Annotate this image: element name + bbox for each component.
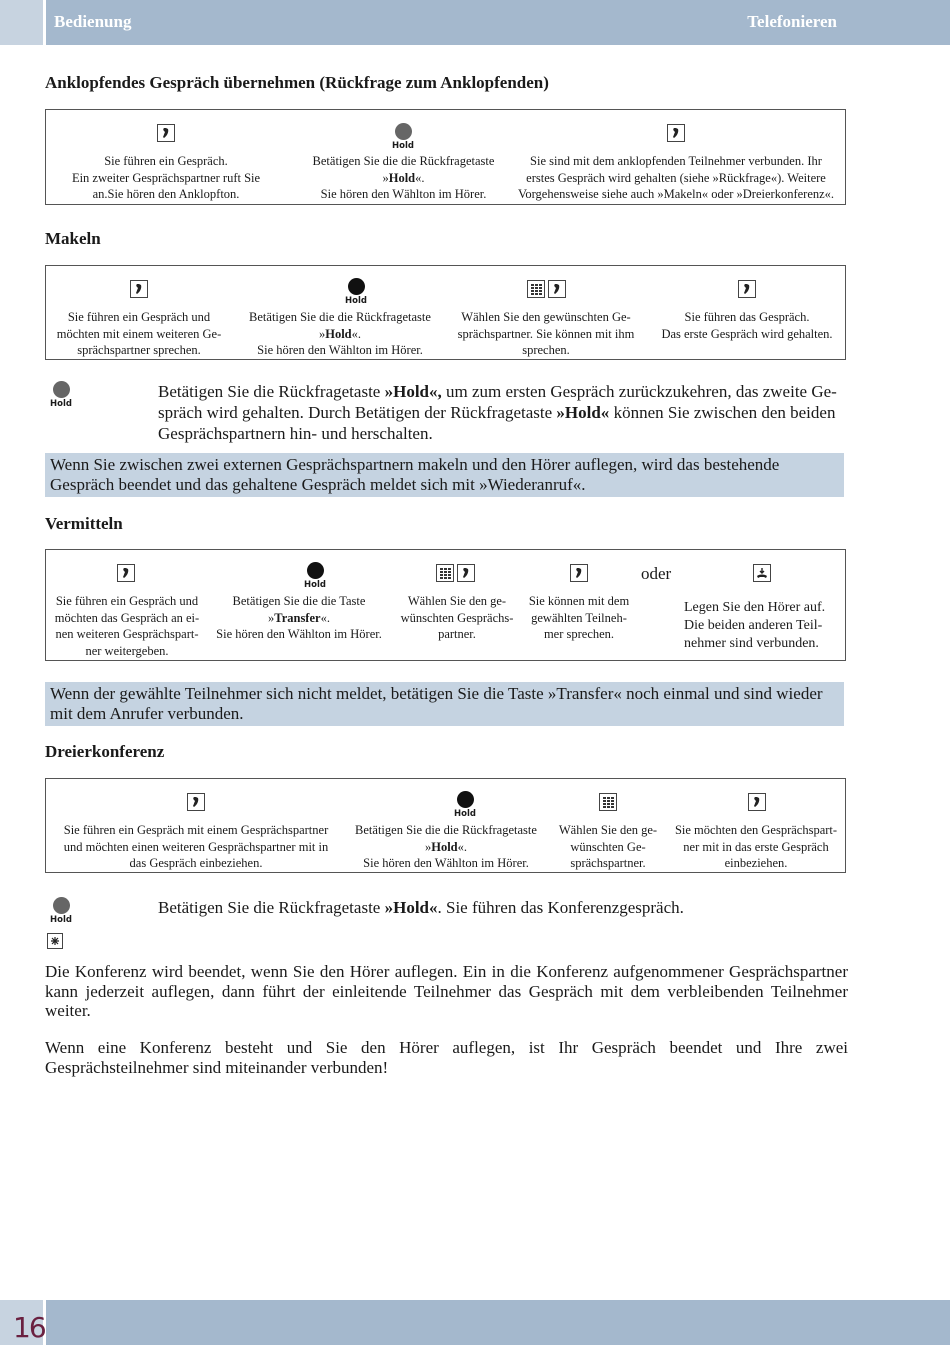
vermitteln-note: Wenn der gewählte Teilnehmer sich nicht meldet, betätigen Sie die Taste »Transfer« noch einmal und sind wieder mit dem Anrufer verbunden.	[45, 682, 844, 726]
step-text: Wählen Sie den gewünschten Ge- sprächspartner. Sie können mit ihm sprechen.	[457, 310, 635, 357]
makeln-paragraph: Betätigen Sie die Rückfragetaste »Hold«, um zum ersten Gespräch zurückzukehren, das zweite Ge- spräch wird gehalten. Durch Betätigen der Rückfragetaste »Hold« können Sie zwischen den beiden Gesprächspartnern hin- und herschalten.	[158, 382, 837, 443]
header-topic: Telefonieren	[747, 12, 837, 31]
konferenz-hold-text: Betätigen Sie die Rückfragetaste »Hold«. Sie führen das Konferenzgespräch.	[158, 898, 684, 917]
hold-icon: Hold	[48, 381, 74, 409]
handset-icon	[570, 564, 588, 582]
handset-icon	[187, 793, 205, 811]
section-title-anklopfen: Anklopfendes Gespräch übernehmen (Rückfrage zum Anklopfenden)	[45, 73, 549, 92]
steps-box-vermitteln	[45, 549, 846, 661]
step-text: Betätigen Sie die die Rückfragetaste »Hold«. Sie hören den Wählton im Hörer.	[312, 154, 495, 201]
keypad-icon	[599, 793, 617, 811]
handset-icon	[157, 124, 175, 142]
step-text: Sie führen ein Gespräch und möchten das Gespräch an ei- nen weiteren Gesprächspart- ner weitergeben.	[54, 594, 200, 658]
star-key-icon	[47, 933, 63, 949]
step-text: Betätigen Sie die die Rückfragetaste »Hold«. Sie hören den Wählton im Hörer.	[355, 823, 537, 870]
step-text: Sie können mit dem gewählten Teilneh- mer sprechen.	[528, 594, 630, 641]
keypad-handset-icon	[527, 280, 566, 298]
handset-icon	[117, 564, 135, 582]
step-text: Sie führen ein Gespräch mit einem Gesprächspartner und möchten einen weiteren Gesprächspartner mit in das Gespräch einbeziehen.	[63, 823, 329, 870]
section-title-makeln: Makeln	[45, 229, 101, 248]
hold-icon: Hold	[302, 562, 328, 590]
handset-icon	[130, 280, 148, 298]
step-text: Legen Sie den Hörer auf. Die beiden anderen Teil- nehmer sind verbunden.	[684, 600, 826, 651]
handset-icon	[548, 280, 566, 298]
step-text: Betätigen Sie die die Taste »Transfer«. Sie hören den Wählton im Hörer.	[216, 594, 382, 641]
handset-icon	[667, 124, 685, 142]
keypad-icon	[436, 564, 454, 582]
section-title-vermitteln: Vermitteln	[45, 514, 123, 533]
step-text: Sie möchten den Gesprächspart- ner mit in das erste Gespräch einbeziehen.	[674, 823, 838, 870]
handset-icon	[748, 793, 766, 811]
hold-icon: Hold	[452, 791, 478, 819]
page-number: 16	[13, 1311, 45, 1344]
header-chapter: Bedienung	[54, 12, 132, 31]
step-text: Sie sind mit dem anklopfenden Teilnehmer verbunden. Ihr erstes Gespräch wird gehalten (siehe »Rückfrage«). Weitere Vorgehensweise siehe auch »Makeln« oder »Dreierkonferenz«.	[517, 154, 835, 201]
header-corner-block	[0, 0, 43, 45]
oder-label: oder	[641, 564, 672, 583]
hold-icon: Hold	[48, 897, 74, 925]
konferenz-paragraph-2: Wenn eine Konferenz besteht und Sie den Hörer auflegen, ist Ihr Gespräch beendet und Ihre zwei Gesprächsteilnehmer sind miteinander verbunden!	[45, 1038, 848, 1077]
konferenz-paragraph-1: Die Konferenz wird beendet, wenn Sie den Hörer auflegen. Ein in die Konferenz aufgenommener Gesprächspartner kann jederzeit auflegen, dann führt der einleitende Teilnehmer das Gespräch mit dem verbleibenden Teilnehmer weiter.	[45, 962, 848, 1020]
footer-bar	[46, 1300, 950, 1345]
section-title-dreierkonferenz: Dreierkonferenz	[45, 742, 165, 761]
makeln-note: Wenn Sie zwischen zwei externen Gesprächspartnern makeln und den Hörer auflegen, wird das bestehende Gespräch beendet und das gehaltene Gespräch meldet sich mit »Wiederanruf«.	[45, 453, 844, 497]
hold-icon: Hold	[343, 278, 369, 306]
steps-box-anklopfen	[45, 109, 846, 205]
hold-icon: Hold	[390, 123, 416, 151]
handset-icon	[457, 564, 475, 582]
step-text: Sie führen das Gespräch. Das erste Gespräch wird gehalten.	[661, 310, 833, 341]
steps-box-dreierkonferenz	[45, 778, 846, 873]
steps-box-makeln	[45, 265, 846, 360]
step-text: Betätigen Sie die die Rückfragetaste »Hold«. Sie hören den Wählton im Hörer.	[249, 310, 431, 357]
step-text: Wählen Sie den ge- wünschten Ge- sprächspartner.	[558, 823, 658, 870]
keypad-handset-icon	[436, 564, 475, 582]
handset-icon	[738, 280, 756, 298]
keypad-icon	[527, 280, 545, 298]
hang-up-icon	[753, 564, 771, 582]
step-text: Sie führen ein Gespräch. Ein zweiter Gesprächspartner ruft Sie an.Sie hören den Anklopfton.	[71, 154, 261, 201]
step-text: Wählen Sie den ge- wünschten Gesprächs- partner.	[400, 594, 514, 641]
step-text: Sie führen ein Gespräch und möchten mit einem weiteren Ge- sprächspartner sprechen.	[56, 310, 222, 357]
